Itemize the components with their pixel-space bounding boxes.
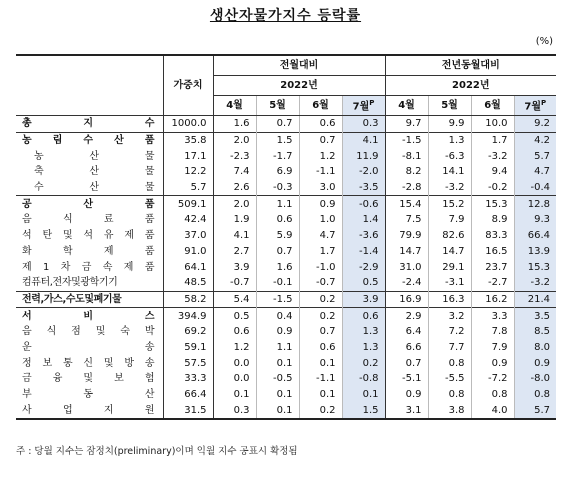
weight-cell: 33.3 [163,371,213,387]
table-row [16,308,556,324]
mom-value-cell: 3.0 [299,180,342,196]
row-label: 농 림 수 산 품 [16,132,163,148]
table-body [16,116,556,420]
mom-value-cell: 2.0 [213,196,256,212]
yoy-value-cell: 10.0 [471,116,514,133]
row-label: 화 학 제 품 [22,245,155,257]
row-label: 전력,가스,수도및폐기물 [16,291,163,308]
weight-cell: 58.2 [163,291,213,308]
yoy-value-cell: 7.2 [428,324,471,340]
preliminary-mark: P [369,99,375,108]
yoy-value-cell: -1.5 [385,132,428,148]
table-row [16,196,556,212]
yoy-value-cell: 3.8 [428,402,471,419]
weight-header: 가중치 [163,55,213,116]
row-label: 금 융 및 보 험 [22,373,155,385]
mom-value-cell: 0.1 [299,387,342,403]
yoy-value-cell: -3.2 [471,148,514,164]
mom-value-cell: 2.7 [213,244,256,260]
yoy-value-cell: 15.3 [471,196,514,212]
mom-value-cell: -1.7 [256,148,299,164]
weight-cell: 37.0 [163,228,213,244]
mom-value-cell: 1.1 [256,196,299,212]
mom-value-cell: 7.4 [213,164,256,180]
mom-value-cell: -0.1 [256,275,299,291]
row-label: 음 식 료 품 [22,214,155,226]
mom-value-cell: 2.0 [213,132,256,148]
yoy-value-cell: -5.5 [428,371,471,387]
mom-value-cell: 1.7 [299,244,342,260]
yoy-value-cell: 0.9 [514,355,556,371]
mom-value-cell: 0.7 [299,324,342,340]
weight-cell: 69.2 [163,324,213,340]
yoy-value-cell: -5.1 [385,371,428,387]
mom-value-cell: -2.9 [342,259,385,275]
weight-cell: 1000.0 [163,116,213,133]
mom-value-cell: -0.7 [299,275,342,291]
mom-value-cell: -0.7 [213,275,256,291]
mom-value-cell: 0.6 [299,340,342,356]
mom-value-cell: 0.9 [256,324,299,340]
mom-value-cell: 0.4 [256,308,299,324]
footnote: 주 : 당월 지수는 잠정치(preliminary)이며 익월 지수 공표시 확정됨 [16,446,298,457]
yoy-value-cell: 7.9 [428,212,471,228]
yoy-value-cell: 8.2 [385,164,428,180]
category-header [16,55,163,116]
yoy-value-cell: 1.7 [471,132,514,148]
table-row [16,291,556,308]
mom-value-cell: 2.6 [213,180,256,196]
yoy-value-cell: 9.4 [471,164,514,180]
table-row [16,180,556,196]
yoy-value-cell: 16.5 [471,244,514,260]
yoy-value-cell: 7.7 [428,340,471,356]
weight-cell: 509.1 [163,196,213,212]
mom-value-cell: 0.6 [256,212,299,228]
mom-month-header: 6월 [299,96,342,116]
yoy-value-cell: 0.8 [428,355,471,371]
row-label: 서 비 스 [16,308,163,324]
mom-value-cell: 0.1 [256,402,299,419]
mom-value-cell: 0.0 [213,371,256,387]
mom-month-header: 4월 [213,96,256,116]
yoy-month-header: 5월 [428,96,471,116]
mom-value-cell: 0.7 [299,132,342,148]
row-label: 축 산 물 [34,166,155,178]
table-row [16,340,556,356]
yoy-value-cell: 7.8 [471,324,514,340]
table-row [16,275,556,291]
mom-value-cell: 1.5 [256,132,299,148]
table-row [16,244,556,260]
yoy-value-cell: -7.2 [471,371,514,387]
mom-month-header: 5월 [256,96,299,116]
mom-value-cell: 3.9 [342,291,385,308]
table-row [16,132,556,148]
row-label: 부 동 산 [22,389,155,401]
yoy-value-cell: 9.3 [514,212,556,228]
mom-value-cell: -2.0 [342,164,385,180]
mom-value-cell: 5.9 [256,228,299,244]
mom-value-cell: 1.6 [256,259,299,275]
mom-value-cell: 0.5 [213,308,256,324]
yoy-value-cell: 3.3 [471,308,514,324]
yoy-value-cell: 15.2 [428,196,471,212]
yoy-value-cell: 9.7 [385,116,428,133]
mom-value-cell: 0.6 [342,308,385,324]
yoy-value-cell: 0.9 [385,387,428,403]
weight-cell: 31.5 [163,402,213,419]
table-row [16,371,556,387]
yoy-value-cell: 14.7 [385,244,428,260]
weight-cell: 57.5 [163,355,213,371]
table-row [16,387,556,403]
mom-value-cell: 6.9 [256,164,299,180]
mom-value-cell: 0.1 [256,387,299,403]
mom-value-cell: 0.7 [256,244,299,260]
yoy-value-cell: 16.9 [385,291,428,308]
row-label: 음 식 점 및 숙 박 [22,326,155,338]
yoy-value-cell: 8.5 [514,324,556,340]
yoy-year-header: 2022년 [385,76,556,96]
row-label: 컴퓨터,전자및광학기기 [22,277,118,289]
mom-value-cell: 0.2 [299,402,342,419]
yoy-value-cell: 0.9 [471,355,514,371]
yoy-value-cell: -6.3 [428,148,471,164]
yoy-value-cell: 8.9 [471,212,514,228]
mom-value-cell: 1.2 [213,340,256,356]
yoy-value-cell: 8.0 [514,340,556,356]
mom-value-cell: 0.6 [213,324,256,340]
mom-value-cell: -1.0 [299,259,342,275]
yoy-month-header: 7월$^P$ [514,96,556,116]
yoy-value-cell: -0.2 [471,180,514,196]
mom-value-cell: 0.1 [299,355,342,371]
row-label: 수 산 물 [34,182,155,194]
yoy-value-cell: 1.3 [428,132,471,148]
row-label: 석 탄 및 석 유 제 품 [22,230,155,242]
row-label: 정 보 통 신 및 방 송 [22,357,155,369]
yoy-value-cell: 6.4 [385,324,428,340]
yoy-value-cell: 15.4 [385,196,428,212]
yoy-value-cell: 7.9 [471,340,514,356]
mom-value-cell: -0.5 [256,371,299,387]
yoy-value-cell: -3.2 [514,275,556,291]
mom-value-cell: -0.6 [342,196,385,212]
mom-value-cell: 0.0 [213,355,256,371]
table-row [16,148,556,164]
page-title: 생산자물가지수 등락률 [209,8,362,24]
mom-year-header: 2022년 [213,76,385,96]
row-label: 공 산 품 [16,196,163,212]
mom-value-cell: 1.0 [299,212,342,228]
mom-value-cell: 0.1 [213,387,256,403]
row-label: 운 송 [22,341,155,353]
mom-value-cell: 4.1 [213,228,256,244]
yoy-month-header: 4월 [385,96,428,116]
mom-value-cell: -2.3 [213,148,256,164]
mom-value-cell: -1.1 [299,164,342,180]
yoy-value-cell: 21.4 [514,291,556,308]
mom-value-cell: 1.2 [299,148,342,164]
yoy-value-cell: 6.6 [385,340,428,356]
mom-value-cell: 0.2 [299,308,342,324]
yoy-value-cell: 3.5 [514,308,556,324]
mom-value-cell: 5.4 [213,291,256,308]
yoy-value-cell: 5.7 [514,402,556,419]
mom-value-cell: 4.1 [342,132,385,148]
row-label: 총 지 수 [16,116,163,133]
mom-value-cell: 1.1 [256,340,299,356]
weight-cell: 66.4 [163,387,213,403]
yoy-month-header: 6월 [471,96,514,116]
weight-cell: 59.1 [163,340,213,356]
mom-value-cell: 0.3 [213,402,256,419]
mom-value-cell: 0.2 [342,355,385,371]
yoy-value-cell: 2.9 [385,308,428,324]
table-row [16,164,556,180]
yoy-value-cell: -3.1 [428,275,471,291]
weight-cell: 91.0 [163,244,213,260]
table-row [16,355,556,371]
mom-value-cell: 1.3 [342,324,385,340]
yoy-value-cell: 29.1 [428,259,471,275]
mom-month-header: 7월$^P$ [342,96,385,116]
yoy-value-cell: 0.8 [428,387,471,403]
row-label: 제 1 차 금 속 제 품 [22,261,155,273]
yoy-value-cell: 15.3 [514,259,556,275]
yoy-value-cell: -2.7 [471,275,514,291]
mom-value-cell: -0.8 [342,371,385,387]
weight-cell: 42.4 [163,212,213,228]
mom-value-cell: -1.4 [342,244,385,260]
unit-label: (%) [535,36,553,47]
weight-cell: 48.5 [163,275,213,291]
mom-value-cell: 3.9 [213,259,256,275]
yoy-value-cell: -0.4 [514,180,556,196]
yoy-value-cell: 13.9 [514,244,556,260]
row-label: 농 산 물 [34,150,155,162]
yoy-group-header: 전년동월대비 [385,55,556,76]
weight-cell: 5.7 [163,180,213,196]
table-row [16,324,556,340]
yoy-value-cell: -2.8 [385,180,428,196]
mom-value-cell: -3.5 [342,180,385,196]
yoy-value-cell: 12.8 [514,196,556,212]
mom-value-cell: 1.3 [342,340,385,356]
row-label: 사 업 지 원 [16,402,163,419]
yoy-value-cell: 4.7 [514,164,556,180]
mom-value-cell: 0.9 [299,196,342,212]
mom-group-header: 전월대비 [213,55,385,76]
mom-value-cell: 0.1 [256,355,299,371]
yoy-value-cell: 4.2 [514,132,556,148]
mom-value-cell: 0.5 [342,275,385,291]
mom-value-cell: 1.9 [213,212,256,228]
mom-value-cell: 4.7 [299,228,342,244]
weight-cell: 35.8 [163,132,213,148]
yoy-value-cell: 4.0 [471,402,514,419]
mom-value-cell: 0.6 [299,116,342,133]
yoy-value-cell: 9.2 [514,116,556,133]
yoy-value-cell: 16.3 [428,291,471,308]
yoy-value-cell: -8.1 [385,148,428,164]
table-row [16,212,556,228]
mom-value-cell: -1.1 [299,371,342,387]
mom-value-cell: 1.5 [342,402,385,419]
yoy-value-cell: 7.5 [385,212,428,228]
mom-value-cell: 1.6 [213,116,256,133]
yoy-value-cell: 14.1 [428,164,471,180]
price-change-table [16,54,556,420]
mom-value-cell: 0.1 [342,387,385,403]
yoy-value-cell: 0.7 [385,355,428,371]
yoy-value-cell: 79.9 [385,228,428,244]
yoy-value-cell: 9.9 [428,116,471,133]
yoy-value-cell: 0.8 [514,387,556,403]
weight-cell: 394.9 [163,308,213,324]
mom-value-cell: 0.7 [256,116,299,133]
table-row [16,259,556,275]
mom-value-cell: -1.5 [256,291,299,308]
table-row [16,402,556,419]
yoy-value-cell: 83.3 [471,228,514,244]
table-row [16,228,556,244]
yoy-value-cell: 3.2 [428,308,471,324]
table-row [16,116,556,133]
mom-value-cell: 0.2 [299,291,342,308]
yoy-value-cell: -2.4 [385,275,428,291]
mom-value-cell: 11.9 [342,148,385,164]
preliminary-mark: P [541,99,547,108]
mom-value-cell: 1.4 [342,212,385,228]
yoy-value-cell: 66.4 [514,228,556,244]
mom-value-cell: 0.3 [342,116,385,133]
yoy-value-cell: 16.2 [471,291,514,308]
yoy-value-cell: -3.2 [428,180,471,196]
weight-cell: 17.1 [163,148,213,164]
weight-cell: 12.2 [163,164,213,180]
weight-cell: 64.1 [163,259,213,275]
yoy-value-cell: 5.7 [514,148,556,164]
yoy-value-cell: 0.8 [471,387,514,403]
mom-value-cell: -3.6 [342,228,385,244]
yoy-value-cell: 3.1 [385,402,428,419]
yoy-value-cell: 82.6 [428,228,471,244]
yoy-value-cell: -8.0 [514,371,556,387]
yoy-value-cell: 31.0 [385,259,428,275]
yoy-value-cell: 23.7 [471,259,514,275]
mom-value-cell: -0.3 [256,180,299,196]
yoy-value-cell: 14.7 [428,244,471,260]
